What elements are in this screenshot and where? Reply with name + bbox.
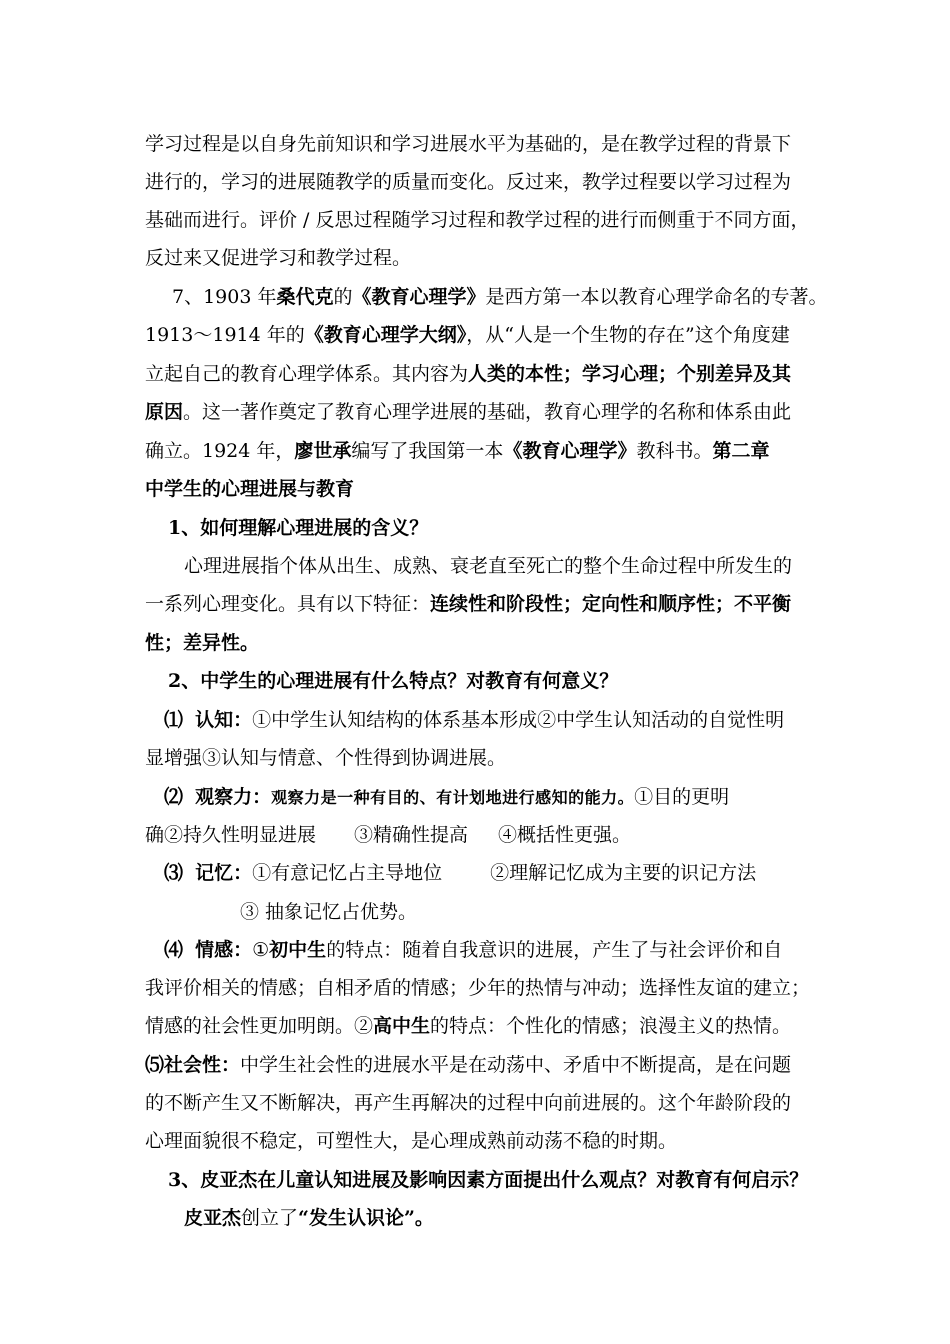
text: 中学生社会性的进展水平是在动荡中、矛盾中不断提高，是在问题 — [240, 1054, 792, 1076]
item-label: 观察力： — [195, 786, 272, 808]
bold-text: 《教育心理学》 — [352, 286, 486, 308]
list-item — [164, 938, 824, 962]
bold-text: “发生认识论”。 — [298, 1207, 434, 1229]
item-label: 情感： — [195, 939, 253, 961]
paragraph-line: ③ 抽象记忆占优势。 — [240, 901, 418, 923]
text: 一系列心理变化。具有以下特征： — [145, 593, 431, 615]
text: ①目的更明 — [634, 786, 730, 808]
paragraph-line — [145, 592, 805, 616]
text: 的特点：随着自我意识的进展，产生了与社会评价和自 — [326, 939, 783, 961]
text: 的 — [333, 286, 353, 308]
paragraph-line: 的不断产生又不断解决，再产生再解决的过程中向前进展的。这个年龄阶段的 — [145, 1092, 792, 1114]
handwritten-style-text: 观察力是一种有目的、有计划地进行感知的能力。 — [271, 788, 635, 807]
text: ③精确性提高 — [354, 824, 469, 846]
paragraph-line: 心理面貌很不稳定，可塑性大，是心理成熟前动荡不稳的时期。 — [145, 1130, 678, 1152]
paragraph-line: 学习过程是以自身先前知识和学习进展水平为基础的，是在教学过程的背景下 — [145, 133, 792, 155]
text: 创立了 — [241, 1207, 299, 1229]
text: 7、1903 年 — [172, 286, 277, 308]
text: ④概括性更强。 — [498, 824, 632, 846]
text: ，从“人是一个生物的存在”这个角度建 — [466, 324, 790, 346]
question-heading: 1、如何理解心理进展的含义？ — [168, 517, 429, 539]
bold-text: 原因 — [145, 401, 184, 423]
bold-text: 廖世承 — [294, 440, 352, 462]
text: 是西方第一本以教育心理学命名的专著。 — [485, 286, 828, 308]
item-number: ⑵ — [164, 786, 184, 808]
list-item — [164, 708, 824, 732]
item-label: 记忆： — [195, 862, 253, 884]
question-heading: 2、中学生的心理进展有什么特点？对教育有何意义？ — [168, 670, 619, 692]
question-heading: 3、皮亚杰在儿童认知进展及影响因素方面提出什么观点？对教育有何启示？ — [168, 1169, 809, 1191]
paragraph-line — [145, 1014, 805, 1038]
item-number: ⑴ — [164, 709, 184, 731]
bold-text: 高中生 — [373, 1015, 431, 1037]
text: 编写了我国第一本 — [351, 440, 504, 462]
bold-text: 连续性和阶段性；定向性和顺序性；不平衡 — [430, 593, 792, 615]
bold-text: 人类的本性；学习心理；个别差异及其 — [468, 363, 792, 385]
item-number: ⑷ — [164, 939, 184, 961]
list-item — [164, 785, 824, 809]
text: ①有意记忆占主导地位 — [252, 862, 443, 884]
bold-text: 《教育心理学大纲》 — [304, 324, 467, 346]
paragraph-line — [184, 1206, 844, 1230]
bold-text: 《教育心理学》 — [503, 440, 637, 462]
text: ①中学生认知结构的体系基本形成②中学生认知活动的自觉性明 — [252, 709, 785, 731]
text: 确②持久性明显进展 — [145, 824, 317, 846]
paragraph-line: 我评价相关的情感；自相矛盾的情感；少年的热情与冲动；选择性友谊的建立； — [145, 977, 811, 999]
text: 立起自己的教育心理学体系。其内容为 — [145, 363, 469, 385]
list-item — [145, 1053, 805, 1077]
text: 。这一著作奠定了教育心理学进展的基础，教育心理学的名称和体系由此 — [183, 401, 792, 423]
paragraph-line: 心理进展指个体从出生、成熟、衰老直至死亡的整个生命过程中所发生的 — [184, 555, 793, 577]
bold-text: 第二章 — [712, 440, 770, 462]
paragraph-line — [145, 323, 805, 347]
paragraph-line — [172, 285, 832, 309]
paragraph-line: 性；差异性。 — [145, 632, 260, 654]
text: 教科书。 — [636, 440, 713, 462]
chapter-title: 中学生的心理进展与教育 — [145, 478, 355, 500]
text: 1913～1914 年的 — [145, 324, 305, 346]
text: ① — [252, 939, 270, 961]
list-item — [164, 861, 824, 885]
item-label: ⑸社会性： — [145, 1054, 241, 1076]
paragraph-line: 反过来又促进学习和教学过程。 — [145, 247, 412, 269]
text: ②理解记忆成为主要的识记方法 — [490, 862, 757, 884]
bold-text: 桑代克 — [276, 286, 334, 308]
paragraph-line: 显增强③认知与情意、个性得到协调进展。 — [145, 747, 507, 769]
paragraph-line: 基础而进行。评价 / 反思过程随学习过程和教学过程的进行而侧重于不同方面， — [145, 209, 810, 231]
item-label: 认知： — [195, 709, 253, 731]
text: 确立。1924 年， — [145, 440, 295, 462]
item-number: ⑶ — [164, 862, 184, 884]
paragraph-line — [145, 400, 805, 424]
paragraph-line — [145, 439, 805, 463]
paragraph-line: 进行的，学习的进展随教学的质量而变化。反过来，教学过程要以学习过程为 — [145, 171, 792, 193]
text: 情感的社会性更加明朗。② — [145, 1015, 374, 1037]
bold-text: 初中生 — [269, 939, 327, 961]
paragraph-line — [145, 823, 805, 847]
bold-text: 皮亚杰 — [184, 1207, 242, 1229]
text: 的特点：个性化的情感；浪漫主义的热情。 — [430, 1015, 792, 1037]
paragraph-line — [145, 362, 805, 386]
